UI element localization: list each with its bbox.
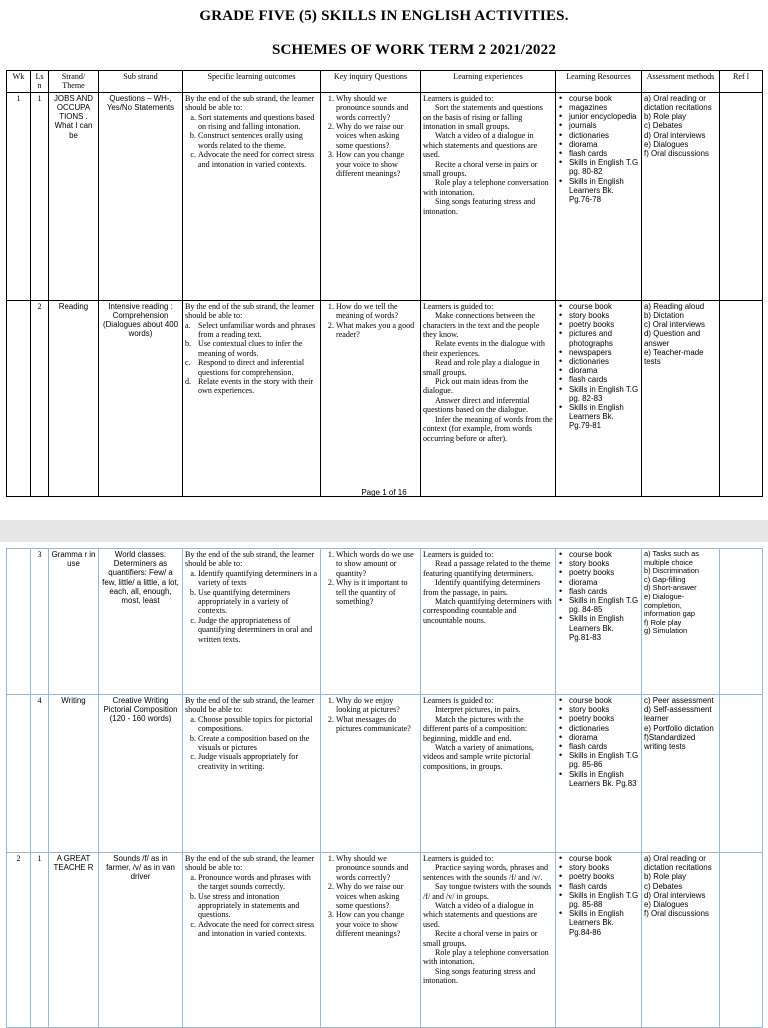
outcome-letter: c.	[185, 358, 191, 368]
resource-item: • diorama	[569, 140, 639, 149]
experience-item: Watch a video of a dialogue in which statements and questions are used.	[423, 131, 538, 160]
assessment-cell	[642, 853, 720, 1028]
outcome-item: a. Sort statements and questions based on rising and falling intonation.	[198, 113, 318, 132]
experience-item: Role play a telephone conversation with intonation.	[423, 178, 549, 197]
assessment-item: d) Self-assessment learner	[644, 705, 712, 724]
questions-cell	[321, 92, 421, 300]
substrand-cell: World classes: Determiners as quantifiers: Few/ a few, little/ a little, a lot, each, all, enough, most, least	[99, 549, 183, 695]
experiences-intro: Learners is guided to:	[423, 696, 494, 705]
table-row	[7, 549, 763, 695]
question-item: 3. How can you change your voice to show different meanings?	[336, 150, 418, 178]
resource-item: • poetry books	[569, 320, 639, 329]
resource-item: • course book	[569, 854, 639, 863]
col-header-wk: Wk	[7, 71, 31, 93]
assessment-item: b) Role play	[644, 872, 687, 882]
table-row	[7, 695, 763, 853]
col-header-experiences: Learning experiences	[421, 71, 556, 93]
experience-item: Pick out main ideas from the dialogue.	[423, 377, 529, 396]
refl-cell	[720, 92, 763, 300]
refl-cell	[720, 853, 763, 1028]
experience-item: Watch a video of a dialogue in which statements and questions are used.	[423, 901, 538, 929]
outcomes-intro: By the end of the sub strand, the learner should be able to:	[185, 93, 315, 113]
table-row	[7, 300, 763, 496]
outcomes-cell	[183, 92, 321, 300]
resource-item: • Skills in English T.G pg. 85-86	[569, 751, 639, 769]
outcome-item: c. Judge the appropriateness of quantifying determiners in oral and written texts.	[198, 616, 318, 644]
outcomes-cell	[183, 695, 321, 853]
resources-cell	[556, 300, 642, 496]
outcomes-intro: By the end of the sub strand, the learner should be able to:	[185, 301, 315, 321]
page-footer: Page 1 of 16	[361, 488, 407, 497]
assessment-item: f) Oral discussions	[644, 909, 709, 919]
assessment-item: e) Portfolio dictation	[644, 723, 714, 733]
strand-cell: JOBS AND OCCUPA TIONS . What I can be	[49, 92, 99, 300]
assessment-item: a) Reading aloud	[644, 301, 705, 311]
resource-item: • course book	[569, 94, 639, 103]
week-cell: 2	[7, 853, 31, 1028]
outcome-item: Respond to direct and inferential questions for comprehension.	[198, 358, 305, 377]
week-cell	[7, 695, 31, 853]
resource-item: • Skills in English T.G pg. 80-82	[569, 158, 639, 176]
experience-item: Answer direct and inferential questions based on the dialogue.	[423, 395, 530, 415]
substrand-cell: Questions – WH-, Yes/No Statements	[99, 92, 183, 300]
experiences-intro: Learners is guided to:	[423, 301, 494, 311]
outcomes-cell	[183, 853, 321, 1028]
col-header-assessment: Assessment methods	[642, 71, 720, 93]
question-item: 1. How do we tell the meaning of words?	[336, 302, 418, 321]
experiences-cell	[421, 549, 556, 695]
assessment-item: e) Dialogues	[644, 900, 689, 910]
resource-item: • flash cards	[569, 149, 639, 158]
substrand-cell: Creative Writing Pictorial Composition (120 - 160 words)	[99, 695, 183, 853]
outcome-letter: a.	[185, 320, 191, 330]
resource-item: • flash cards	[569, 375, 639, 384]
document-page-2	[0, 542, 768, 1024]
table-row	[7, 853, 763, 1028]
assessment-item: f) Oral discussions	[644, 149, 709, 159]
resources-cell	[556, 853, 642, 1028]
outcome-item: a. Pronounce words and phrases with the target sounds correctly.	[198, 873, 318, 892]
outcome-item: c. Judge visuals appropriately for creativity in writing.	[198, 752, 318, 771]
resource-item: • flash cards	[569, 742, 639, 751]
resource-item: • magazines	[569, 103, 639, 112]
assessment-item: d) Oral interviews	[644, 130, 706, 140]
resource-item: • course book	[569, 696, 639, 705]
resource-item: • diorama	[569, 733, 639, 742]
assessment-item: e) Dialogue-completion, information gap	[644, 591, 695, 619]
assessment-item: b) Role play	[644, 112, 687, 122]
outcomes-cell	[183, 549, 321, 695]
page-gap	[0, 520, 768, 542]
resource-item: • Skills in English Learners Bk. Pg.81-83	[569, 614, 639, 642]
resource-item: • dictionaries	[569, 131, 639, 140]
experiences-intro: Learners is guided to:	[423, 854, 494, 863]
strand-cell: Reading	[49, 300, 99, 496]
resource-item: • flash cards	[569, 587, 639, 596]
resource-item: • pictures and photographs	[569, 329, 639, 347]
resource-item: • dictionaries	[569, 724, 639, 733]
assessment-item: c) Debates	[644, 881, 683, 891]
experience-item: Infer the meaning of words from the context (for example, from words occurring before or after).	[423, 414, 553, 443]
assessment-item: d) Question and answer	[644, 329, 701, 348]
experience-item: Say tongue twisters with the sounds /f/ and /v/ in groups.	[423, 882, 552, 901]
resource-item: • Skills in English T.G pg. 85-88	[569, 891, 639, 909]
outcome-letter: b.	[185, 339, 192, 349]
document-subtitle: SCHEMES OF WORK TERM 2 2021/2022	[271, 42, 557, 58]
experiences-cell	[421, 300, 556, 496]
col-header-strand: Strand/ Theme	[49, 71, 99, 93]
outcome-item: b. Create a composition based on the visuals or pictures	[198, 734, 318, 753]
assessment-item: c) Peer assessment	[644, 696, 714, 705]
experiences-intro: Learners is guided to:	[423, 550, 494, 559]
strand-cell: Writing	[49, 695, 99, 853]
question-item: 1. Why do we enjoy looking at pictures?	[336, 696, 418, 715]
resource-item: • story books	[569, 705, 639, 714]
question-item: 1. Why should we pronounce sounds and words correctly?	[336, 94, 418, 122]
scheme-table-page-2	[6, 548, 763, 1028]
scheme-table-page-1	[6, 70, 763, 497]
week-cell: 1	[7, 92, 31, 300]
experience-item: Recite a choral verse in pairs or small groups.	[423, 159, 538, 179]
questions-cell	[321, 853, 421, 1028]
assessment-item: a) Oral reading or dictation recitations	[644, 93, 712, 113]
assessment-cell	[642, 92, 720, 300]
experience-item: Make connections between the characters in the text and the people they know.	[423, 311, 540, 340]
experience-item: Sort the statements and questions on the basis of rising or falling intonation in small groups.	[423, 103, 543, 132]
resource-item: • flash cards	[569, 882, 639, 891]
experiences-intro: Learners is guided to:	[423, 93, 494, 103]
question-item: 1. Why should we pronounce sounds and words correctly?	[336, 854, 418, 882]
lesson-cell: 1	[31, 853, 49, 1028]
experience-item: Read a passage related to the theme featuring quantifying determiners.	[423, 559, 551, 578]
experience-item: Sing songs featuring stress and intonation.	[423, 966, 536, 986]
col-header-lsn: Ls n	[31, 71, 49, 93]
assessment-item: b) Dictation	[644, 311, 684, 321]
experiences-cell	[421, 92, 556, 300]
resource-item: • dictionaries	[569, 357, 639, 366]
assessment-cell	[642, 300, 720, 496]
table-row	[7, 92, 763, 300]
assessment-item: b) Discrimination	[644, 566, 700, 576]
questions-cell	[321, 695, 421, 853]
resource-item: • diorama	[569, 366, 639, 375]
col-header-resources: Learning Resources	[556, 71, 642, 93]
resource-item: • story books	[569, 863, 639, 872]
outcome-item: a. Choose possible topics for pictorial compositions.	[198, 715, 318, 734]
experience-item: Match quantifying determiners with corresponding countable and uncountable nouns.	[423, 597, 552, 625]
col-header-outcomes: Specific learning outcomes	[183, 71, 321, 93]
assessment-item: e) Teacher-made tests	[644, 347, 704, 367]
table-header-row	[7, 71, 763, 93]
outcome-item: c. Advocate the need for correct stress and intonation in varied contexts.	[198, 920, 318, 939]
outcome-item: c. Advocate the need for correct stress and intonation in varied contexts.	[198, 150, 318, 169]
outcome-item: Select unfamiliar words and phrases from a reading text.	[198, 320, 316, 340]
experience-item: Relate events in the dialogue with their experiences.	[423, 339, 545, 358]
assessment-item: d) Oral interviews	[644, 890, 706, 900]
resource-item: • junior encyclopedia	[569, 112, 639, 121]
week-cell	[7, 300, 31, 496]
questions-cell	[321, 549, 421, 695]
experience-item: Identify quantifying determiners from the passage, in pairs.	[423, 578, 541, 597]
outcome-item: b. Construct sentences orally using words related to the theme.	[198, 131, 318, 150]
resource-item: • poetry books	[569, 568, 639, 577]
refl-cell	[720, 695, 763, 853]
lesson-cell: 2	[31, 300, 49, 496]
question-item: 2. Why is it important to tell the quantity of something?	[336, 578, 418, 606]
lesson-cell: 1	[31, 92, 49, 300]
outcome-item: a. Identify quantifying determiners in a variety of texts	[198, 569, 318, 588]
experience-item: Sing songs featuring stress and intonation.	[423, 197, 536, 216]
question-item: 3. How can you change your voice to show different meanings?	[336, 910, 418, 938]
resource-item: • poetry books	[569, 872, 639, 881]
resource-item: • journals	[569, 121, 639, 130]
document-title: GRADE FIVE (5) SKILLS IN ENGLISH ACTIVITIES.	[199, 8, 569, 24]
experience-item: Interpret pictures, in pairs.	[435, 705, 521, 715]
resource-item: • course book	[569, 550, 639, 559]
question-item: 2. What makes you a good reader?	[336, 321, 418, 340]
strand-cell: A GREAT TEACHE R	[49, 853, 99, 1028]
resource-item: • course book	[569, 302, 639, 311]
strand-cell: Gramma r in use	[49, 549, 99, 695]
outcome-letter: d.	[185, 377, 192, 387]
resource-item: • Skills in English Learners Bk. Pg.84-86	[569, 909, 639, 937]
lesson-cell: 3	[31, 549, 49, 695]
outcomes-intro: By the end of the sub strand, the learner should be able to:	[185, 854, 315, 873]
outcomes-cell	[183, 300, 321, 496]
outcomes-intro: By the end of the sub strand, the learner should be able to:	[185, 550, 315, 569]
assessment-item: e) Dialogues	[644, 139, 689, 149]
questions-cell	[321, 300, 421, 496]
resources-cell	[556, 695, 642, 853]
assessment-cell	[642, 695, 720, 853]
resource-item: • Skills in English T.G pg. 82-83	[569, 385, 639, 403]
refl-cell	[720, 549, 763, 695]
experience-item: Match the pictures with the different parts of a composition: beginning, middle and end.	[423, 714, 528, 743]
outcomes-intro: By the end of the sub strand, the learner should be able to:	[185, 696, 315, 715]
resource-item: • Skills in English Learners Bk. Pg.79-81	[569, 403, 639, 431]
assessment-cell	[642, 549, 720, 695]
question-item: 1. Which words do we use to show amount or quantity?	[336, 550, 418, 578]
outcome-item: Relate events in the story with their own experiences.	[198, 377, 314, 396]
question-item: 2. What messages do pictures communicate?	[336, 715, 418, 734]
assessment-item: a) Tasks such as multiple choice	[644, 549, 699, 567]
lesson-cell: 4	[31, 695, 49, 853]
resource-item: • Skills in English T.G pg. 84-85	[569, 596, 639, 614]
col-header-questions: Key inquiry Questions	[321, 71, 421, 93]
outcome-item: b. Use stress and intonation appropriately in statements and questions.	[198, 892, 318, 920]
resource-item: • diorama	[569, 578, 639, 587]
resource-item: • Skills in English Learners Bk. Pg.76-78	[569, 177, 639, 205]
col-header-substrand: Sub strand	[99, 71, 183, 93]
experience-item: Practice saying words, phrases and sentences with the sounds /f/ and /v/.	[423, 863, 549, 882]
question-item: 2. Why do we raise our voices when asking some questions?	[336, 882, 418, 910]
resource-item: • newspapers	[569, 348, 639, 357]
assessment-item: f)Standardized writing tests	[644, 732, 696, 752]
assessment-item: c) Debates	[644, 121, 683, 131]
experience-item: Role play a telephone conversation with intonation.	[423, 948, 549, 967]
resource-item: • story books	[569, 311, 639, 320]
experiences-cell	[421, 853, 556, 1028]
refl-cell	[720, 300, 763, 496]
assessment-item: c) Oral interviews	[644, 320, 705, 330]
substrand-cell: Sounds /f/ as in farmer, /v/ as in van driver	[99, 853, 183, 1028]
resource-item: • poetry books	[569, 714, 639, 723]
resource-item: • Skills in English Learners Bk. Pg.83	[569, 770, 639, 788]
experiences-cell	[421, 695, 556, 853]
substrand-cell: Intensive reading : Comprehension (Dialogues about 400 words)	[99, 300, 183, 496]
assessment-item: c) Gap-filling	[644, 574, 686, 584]
resource-item: • story books	[569, 559, 639, 568]
assessment-item: f) Role play	[644, 617, 682, 627]
assessment-item: d) Short-answer	[644, 583, 697, 593]
week-cell	[7, 549, 31, 695]
experience-item: Read and role play a dialogue in small groups.	[423, 358, 540, 377]
question-item: 2. Why do we raise our voices when asking some questions?	[336, 122, 418, 150]
resources-cell	[556, 92, 642, 300]
outcome-item: b. Use quantifying determiners appropriately in a variety of contexts.	[198, 588, 318, 616]
col-header-refl: Ref l	[720, 71, 763, 93]
outcome-item: Use contextual clues to infer the meaning of words.	[198, 339, 303, 358]
experience-item: Watch a variety of animations, videos and sample write pictorial compositions, in groups.	[423, 743, 534, 771]
assessment-item: a) Oral reading or dictation recitations	[644, 854, 712, 873]
resources-cell	[556, 549, 642, 695]
experience-item: Recite a choral verse in pairs or small groups.	[423, 929, 538, 948]
assessment-item: g) Simulation	[644, 626, 688, 636]
